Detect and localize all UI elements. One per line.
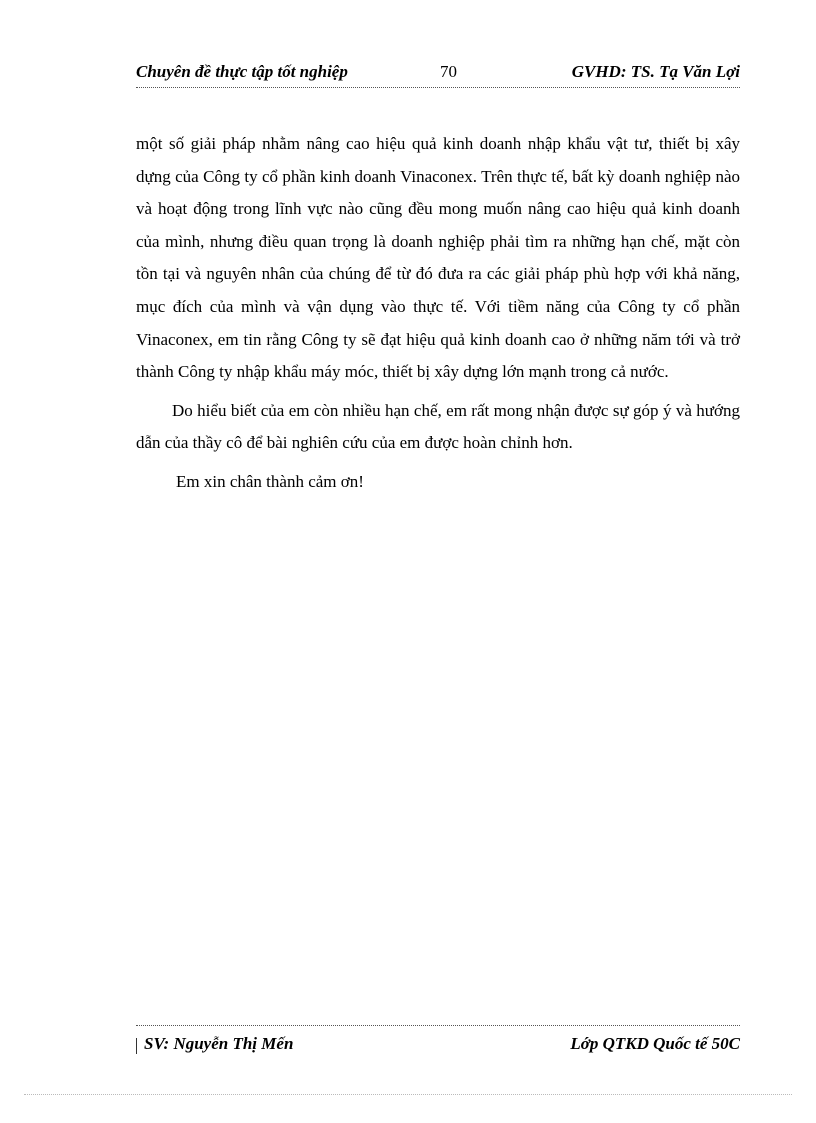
body-text — [136, 128, 740, 499]
page-header — [136, 58, 740, 88]
footer-bar — [136, 1038, 137, 1054]
paragraph-continuation: một số giải pháp nhằm nâng cao hiệu quả kinh doanh nhập khẩu vật tư, thiết bị xây dựng của Công ty cổ phần kinh doanh Vinaconex. Trên thực tế, bất kỳ doanh nghiệp nào và hoạt động trong lĩnh vực nào cũng đều mong muốn nâng cao hiệu quả kinh doanh của mình, nhưng điều quan trọng là doanh nghiệp phải tìm ra những hạn chế, mặt còn tồn tại và nguyên nhân của chúng để từ đó đưa ra các giải pháp phù hợp với khả năng, mục đích của mình và vận dụng vào thực tế. Với tiềm năng của Công ty cổ phần Vinaconex, em tin rằng Công ty sẽ đạt hiệu quả kinh doanh cao ở những năm tới và trở thành Công ty nhập khẩu máy móc, thiết bị xây dựng lớn mạnh trong cả nước. — [136, 134, 740, 382]
closing-line: Em xin chân thành cảm ơn! — [176, 471, 364, 491]
header-title: Chuyên đề thực tập tốt nghiệp — [136, 62, 348, 81]
header-supervisor: GVHD: TS. Tạ Văn Lợi — [571, 62, 740, 81]
paragraph: Do hiểu biết của em còn nhiều hạn chế, em rất mong nhận được sự góp ý và hướng dẫn của thầy cô để bài nghiên cứu của em được hoàn chỉnh hơn. — [136, 400, 740, 453]
footer-student: SV: Nguyễn Thị Mến — [144, 1034, 294, 1053]
footer-class: Lớp QTKD Quốc tế 50C — [570, 1034, 740, 1053]
footer-divider — [136, 1025, 740, 1026]
page-footer — [136, 1030, 740, 1058]
page-number: 70 — [440, 62, 457, 81]
header-divider — [136, 87, 740, 88]
page-bottom-divider — [24, 1094, 792, 1095]
